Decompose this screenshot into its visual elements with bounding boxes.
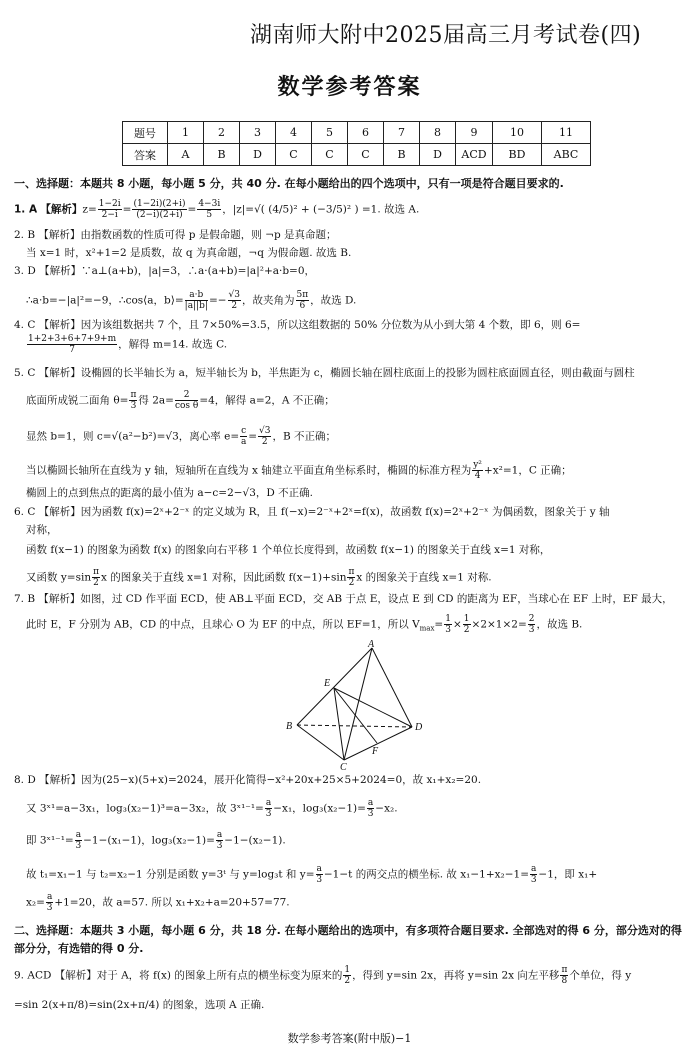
q5-text-b: 得 2a= — [138, 394, 174, 407]
q3-line-2 — [26, 290, 356, 311]
edge-ad — [372, 648, 412, 727]
frac-den: 3 — [367, 809, 374, 819]
frac-num: π — [561, 965, 568, 975]
exam-title: 湖南师大附中2025届高三月考试卷(四) — [250, 23, 642, 48]
table-cell: C — [276, 144, 312, 166]
q4-text: ，解得 m=14. 故选 C. — [118, 338, 228, 351]
frac-num: 2 — [528, 614, 535, 624]
q5-frac-2 — [175, 390, 198, 411]
q7-frac-1 — [444, 614, 452, 635]
q5-line-4 — [26, 460, 572, 481]
frac-num: 5π — [296, 290, 309, 300]
frac-den: 2 — [93, 578, 99, 588]
frac-den: 3 — [130, 401, 137, 411]
table-cell: D — [240, 144, 276, 166]
q8-text-f: −1−(x₂−1). — [224, 834, 286, 847]
q6-text-b: x 的图象关于直线 x=1 对称，因此函数 f(x−1)+sin — [101, 571, 347, 584]
frac-den: 5 — [206, 210, 213, 220]
edge-bc — [297, 725, 344, 760]
edge-ab — [297, 648, 372, 725]
frac-num: (1−2i)(2+i) — [133, 199, 186, 209]
q5-text-e: = — [248, 430, 258, 443]
label-b: B — [286, 721, 293, 732]
q5-text-g: 当以椭圆长轴所在直线为 y 轴，短轴所在直线为 x 轴建立平面直角坐标系时，椭圆的标准方程为 — [26, 464, 472, 477]
table-cell: D — [420, 144, 456, 166]
q7-line-2 — [26, 614, 582, 636]
frac-den: 3 — [316, 875, 323, 885]
q4-frac — [27, 334, 117, 355]
frac-num: a — [316, 864, 322, 874]
frac-den: 3 — [46, 903, 53, 913]
frac-num: 1+2+3+6+7+9+m — [28, 334, 117, 344]
frac-num: π — [93, 567, 99, 577]
table-cell: 11 — [542, 122, 591, 144]
frac-num: √3 — [228, 290, 241, 300]
q8-line-5 — [26, 892, 290, 913]
frac-num: 1 — [344, 965, 351, 975]
q8-frac-5 — [316, 864, 323, 885]
q8-frac-1 — [265, 798, 272, 819]
answer-table — [122, 121, 591, 166]
q9-text-c: 个单位，得 y — [569, 969, 632, 982]
q5-text-f: ，B 不正确； — [272, 430, 337, 443]
table-header-cell: 答案 — [123, 144, 168, 166]
table-cell: 5 — [312, 122, 348, 144]
q1-frac-3 — [197, 199, 221, 220]
edge-bd-hidden — [297, 725, 412, 727]
q8-line-3 — [26, 830, 286, 851]
table-cell: C — [348, 144, 384, 166]
frac-num: 1 — [445, 614, 451, 624]
frac-num: √3 — [259, 426, 271, 436]
q8-text-k: +1=20，故 a=57. 所以 x₁+x₂+a=20+57=77. — [54, 896, 290, 909]
table-cell: 7 — [384, 122, 420, 144]
frac-num: 4−3i — [198, 199, 221, 209]
label-f: F — [372, 746, 379, 757]
table-cell: 6 — [348, 122, 384, 144]
q8-line-1: 8. D 【解析】因为(25−x)(5+x)=2024，展开化简得−x²+20x+25×5+2024=0，故 x₁+x₂=20. — [14, 774, 482, 786]
frac-den: 2 — [261, 437, 268, 447]
q8-line-2 — [26, 798, 398, 819]
q5-frac-3 — [240, 426, 247, 447]
q8-line-4 — [26, 864, 597, 885]
q7-text-c: × — [452, 618, 462, 631]
tetrahedron-figure — [282, 640, 432, 770]
q9-frac-1 — [343, 965, 351, 986]
frac-num: 2 — [175, 390, 198, 401]
frac-den: 3 — [75, 841, 82, 851]
q5-text-h: +x²=1，C 正确； — [483, 464, 572, 477]
q8-frac-2 — [367, 798, 374, 819]
q7-text-b: = — [434, 618, 444, 631]
q7-frac-2 — [463, 614, 471, 635]
answer-table-row-answers — [123, 144, 591, 166]
q5-text-a: 底面所成锐二面角 θ= — [26, 394, 129, 407]
q1-text-b: ，|z|=√( (4/5)² + (−3/5)² ) =1. 故选 A. — [222, 203, 420, 216]
q5-line-1: 5. C 【解析】设椭圆的长半轴长为 a，短半轴长为 b，半焦距为 c，椭圆长轴在圆柱底面上的投影为圆柱底面圆直径，则由截面与圆柱 — [14, 367, 635, 379]
table-cell: 9 — [456, 122, 493, 144]
frac-den: 8 — [561, 976, 568, 986]
table-cell: 4 — [276, 122, 312, 144]
q8-text-c: −x₂. — [375, 802, 398, 815]
q8-frac-4 — [216, 830, 223, 851]
q9-line-2: =sin 2(x+π/8)=sin(2x+π/4) 的图象，选项 A 正确. — [14, 999, 265, 1011]
q3-line-1: 3. D 【解析】∵a⊥(a+b)，|a|=3，∴a·(a+b)=|a|²+a·b=0， — [14, 265, 316, 277]
frac-den: 3 — [530, 875, 537, 885]
table-cell: BD — [493, 144, 542, 166]
frac-num: a — [216, 830, 223, 840]
label-d: D — [415, 722, 423, 733]
q5-line-3 — [26, 426, 336, 447]
frac-den: 3 — [528, 625, 535, 635]
q1-tag: 【解析】 — [40, 203, 83, 216]
q1-frac-2 — [132, 199, 186, 220]
q6-frac-1 — [92, 567, 100, 588]
q8-frac-7 — [46, 892, 53, 913]
q7-text-a: 此时 E，F 分别为 AB，CD 的中点，且球心 O 为 EF 的中点，所以 EF=1，所以 V — [26, 618, 420, 631]
q5-text-c: =4，解得 a=2，A 不正确； — [199, 394, 335, 407]
frac-num: a — [46, 892, 53, 902]
frac-den: 6 — [299, 301, 306, 311]
table-cell: B — [204, 144, 240, 166]
q7-line-1: 7. B 【解析】如图，过 CD 作平面 ECD，使 AB⊥平面 ECD，交 AB 于点 E，设点 E 到 CD 的距离为 EF，当球心在 EF 上时，EF 最大， — [14, 593, 673, 605]
section-heading-2a: 二、选择题：本题共 3 小题，每小题 6 分，共 18 分. 在每小题给出的选项中，有多项符合题目要求. 全部选对的得 6 分，部分选对的得 — [14, 924, 682, 937]
frac-den: 3 — [216, 841, 223, 851]
q9-text-b: ，得到 y=sin 2x，再将 y=sin 2x 向左平移 — [352, 969, 560, 982]
q8-frac-3 — [75, 830, 82, 851]
q3-text-a: ∴a·b=−|a|²=−9，∴cos⟨a，b⟩= — [26, 294, 184, 307]
q9-text-a: 9. ACD 【解析】对于 A，将 f(x) 的图象上所有点的横坐标变为原来的 — [14, 969, 343, 982]
table-cell: 10 — [493, 122, 542, 144]
q5-line-5: 椭圆上的点到焦点的距离的最小值为 a−c=2−√3，D 不正确. — [26, 487, 314, 499]
q3-text-d: ，故选 D. — [310, 294, 357, 307]
section-heading-1: 一、选择题：本题共 8 小题，每小题 5 分，共 40 分. 在每小题给出的四个选项中，只有一项是符合题目要求的. — [14, 177, 564, 190]
frac-den: 2−i — [101, 210, 118, 220]
q4-line-2 — [26, 334, 227, 355]
q6-line-1: 6. C 【解析】因为函数 f(x)=2ˣ+2⁻ˣ 的定义域为 R，且 f(−x)=2⁻ˣ+2ˣ=f(x)，故函数 f(x)=2ˣ+2⁻ˣ 为偶函数，图象关于 y 轴 — [14, 506, 610, 518]
q1-frac-1 — [98, 199, 122, 220]
q3-frac-3 — [296, 290, 310, 311]
frac-den: 2 — [344, 976, 351, 986]
edge-ac — [344, 648, 372, 760]
answer-title: 数学参考答案 — [277, 75, 422, 100]
frac-num: c — [241, 426, 247, 436]
q5-frac-1 — [129, 390, 137, 411]
q4-line-1: 4. C 【解析】因为该组数据共 7 个，且 7×50%=3.5，所以这组数据的 50% 分位数为从小到大第 4 个数，即 6，则 6= — [14, 319, 581, 331]
table-cell: 1 — [168, 122, 204, 144]
frac-num: a — [75, 830, 82, 840]
q3-text-c: ，故夹角为 — [242, 294, 295, 307]
table-cell: C — [312, 144, 348, 166]
q8-text-d: 即 3ˣ¹⁻¹= — [26, 834, 74, 847]
table-cell: A — [168, 144, 204, 166]
frac-num: 1 — [463, 614, 470, 624]
frac-num: a — [531, 864, 537, 874]
label-e: E — [324, 678, 331, 689]
q5-frac-5 — [472, 460, 483, 481]
q8-text-i: −1，即 x₁+ — [538, 868, 598, 881]
frac-num: π — [348, 567, 355, 577]
frac-den: a — [240, 437, 247, 447]
frac-num: a — [367, 798, 374, 808]
table-cell: 2 — [204, 122, 240, 144]
frac-den: 3 — [445, 625, 451, 635]
answer-table-row-numbers — [123, 122, 591, 144]
table-cell: 8 — [420, 122, 456, 144]
q8-text-j: x₂= — [26, 896, 45, 909]
q6-line-4 — [26, 567, 492, 588]
q2-line-2: 当 x=1 时，x²+1=2 是质数，故 q 为真命题，¬q 为假命题. 故选 B. — [26, 247, 352, 259]
q6-text-c: x 的图象关于直线 x=1 对称. — [356, 571, 492, 584]
table-cell: ABC — [542, 144, 591, 166]
frac-den: |a||b| — [184, 301, 208, 311]
section-heading-2b: 部分分，有选错的得 0 分. — [14, 942, 144, 955]
q7-text-d: ×2×1×2= — [471, 618, 527, 631]
frac-num: π — [130, 390, 137, 400]
q1-text-a: z= — [82, 203, 97, 216]
frac-den: 2 — [348, 578, 355, 588]
q3-frac-1 — [185, 290, 208, 311]
table-header-cell: 题号 — [123, 122, 168, 144]
q8-text-a: 又 3ˣ¹=a−3x₁，log₃(x₂−1)³=a−3x₂，故 3ˣ¹⁻¹= — [26, 802, 264, 815]
q9-line-1 — [14, 965, 631, 986]
page-footer: 数学参考答案(附中版)−1 — [287, 1032, 412, 1045]
frac-num: a — [265, 798, 272, 808]
label-c: C — [340, 762, 347, 770]
q5-text-d: 显然 b=1，则 c=√(a²−b²)=√3，离心率 e= — [26, 430, 240, 443]
q1-line: 1. A 【解析】z= $\frac{1-2i}{2-i}$ = $\frac{(1-2i)(2+i)}{(2-i)(2+i)}$ = $\frac{4-3i}{5}$ ，|z|=√( (4/5)² + (−3/5)² ) =1. 故选 A. — [14, 199, 420, 220]
label-a: A — [368, 640, 375, 650]
q6-line-3: 函数 f(x−1) 的图象为函数 f(x) 的图象向右平移 1 个单位长度得到，故函数 f(x−1) 的图象关于直线 x=1 对称， — [26, 544, 551, 556]
frac-den: cos θ — [174, 401, 199, 411]
frac-den: 3 — [265, 809, 272, 819]
q8-text-h: −1−t 的两交点的横坐标. 故 x₁−1+x₂−1= — [323, 868, 530, 881]
table-cell: 3 — [240, 122, 276, 144]
frac-den: 7 — [69, 345, 75, 355]
q8-text-g: 故 t₁=x₁−1 与 t₂=x₂−1 分别是函数 y=3ᵗ 与 y=log₃t 和 y= — [26, 868, 315, 881]
frac-den: 2 — [463, 625, 470, 635]
q3-frac-2 — [228, 290, 241, 311]
frac-den: (2−i)(2+i) — [136, 210, 183, 220]
q8-frac-6 — [530, 864, 537, 885]
frac-num: 1−2i — [98, 199, 121, 209]
frac-den: 2 — [231, 301, 238, 311]
q8-text-e: −1−(x₁−1)，log₃(x₂−1)= — [83, 834, 215, 847]
q3-text-b: =− — [208, 294, 227, 307]
frac-num: a·b — [185, 290, 208, 301]
frac-num: y² — [473, 460, 482, 470]
q7-frac-3 — [528, 614, 536, 635]
q1-head: 1. A — [14, 203, 38, 216]
q6-text-a: 又函数 y=sin — [26, 571, 92, 584]
q8-text-b: −x₁，log₃(x₂−1)= — [273, 802, 366, 815]
table-cell: ACD — [456, 144, 493, 166]
q6-line-2: 对称， — [26, 524, 58, 536]
frac-den: 4 — [474, 471, 481, 481]
q7-text-e: ，故选 B. — [536, 618, 583, 631]
table-cell: B — [384, 144, 420, 166]
q6-frac-2 — [347, 567, 355, 588]
q2-line-1: 2. B 【解析】由指数函数的性质可得 p 是假命题，则 ¬p 是真命题； — [14, 229, 337, 241]
q9-frac-2 — [560, 965, 568, 986]
q5-line-2 — [26, 390, 335, 411]
q7-sub: max — [419, 624, 435, 633]
q5-frac-4 — [258, 426, 271, 447]
edge-ed — [334, 688, 412, 727]
